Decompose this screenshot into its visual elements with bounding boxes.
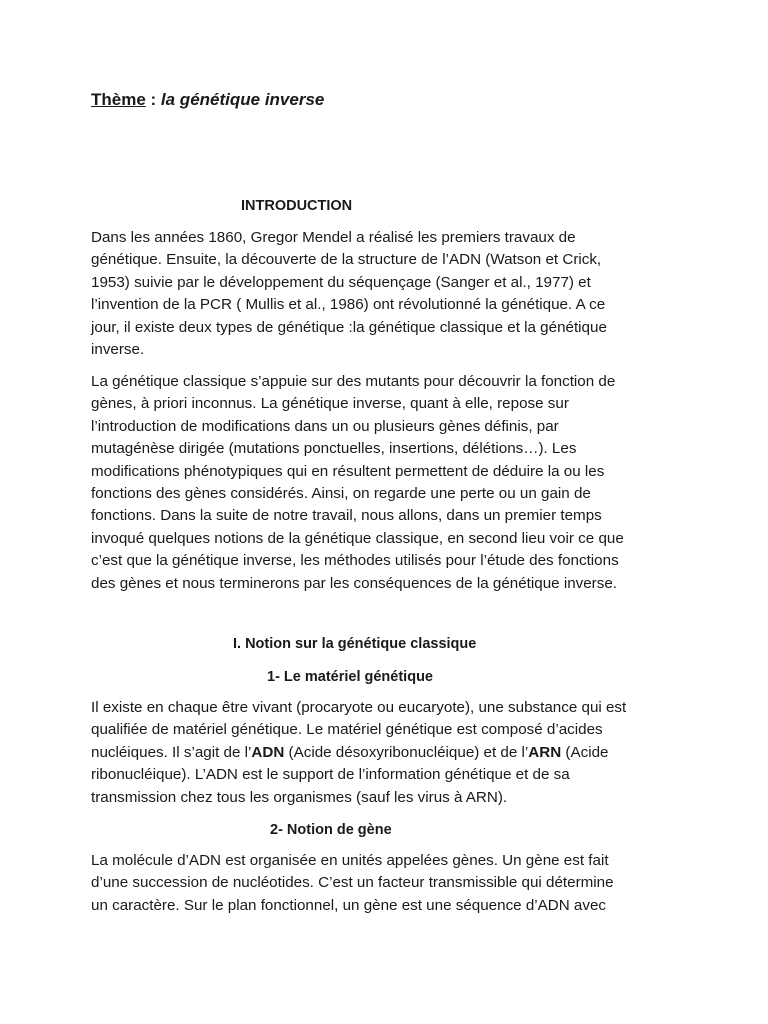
paragraph-line: La génétique classique s’appuie sur des mutants pour découvrir la fonction de	[91, 373, 616, 390]
section-1-heading: I. Notion sur la génétique classique	[233, 636, 477, 652]
text-run: (Acide désoxyribonucléique) et de l’	[284, 743, 529, 761]
paragraph-line: fonctions des gènes considérés. Ainsi, on regarde une perte ou un gain de	[91, 485, 591, 503]
arn-bold-term: ARN	[528, 743, 562, 761]
intro-paragraph-2	[91, 371, 691, 595]
introduction-heading: INTRODUCTION	[241, 198, 353, 214]
subsection-2-paragraph	[91, 850, 691, 917]
paragraph-line: invoqué quelques notions de la génétique classique, en second lieu voir ce que	[91, 529, 624, 547]
theme-title: la génétique inverse	[160, 90, 325, 109]
subsection-1-heading: 1- Le matériel génétique	[267, 669, 433, 685]
paragraph-line: mutagénèse dirigée (mutations ponctuelles, insertions, délétions…). Les	[91, 440, 577, 458]
intro-paragraph-1	[91, 227, 691, 361]
text-run: nucléiques. Il s’agit de l’	[91, 743, 252, 761]
paragraph-line: Dans les années 1860, Gregor Mendel a réalisé les premiers travaux de	[91, 229, 576, 246]
paragraph-line: fonctions. Dans la suite de notre travail, nous allons, dans un premier temps	[91, 507, 602, 525]
paragraph-line: 1953) suivie par le développement du séquençage (Sanger et al., 1977) et	[91, 273, 591, 291]
paragraph-line: génétique. Ensuite, la découverte de la structure de l’ADN (Watson et Crick,	[91, 251, 602, 269]
paragraph-line: transmission chez tous les organismes (sauf les virus à ARN).	[91, 788, 508, 806]
paragraph-line: un caractère. Sur le plan fonctionnel, un gène est une séquence d’ADN avec	[91, 896, 607, 914]
paragraph-line: modifications phénotypiques qui en résultent permettent de déduire la ou les	[91, 462, 605, 480]
paragraph-line	[91, 742, 691, 764]
paragraph-line: d’une succession de nucléotides. C’est un facteur transmissible qui détermine	[91, 874, 614, 892]
paragraph-line: jour, il existe deux types de génétique :la génétique classique et la génétique	[91, 318, 607, 336]
paragraph-line: La molécule d’ADN est organisée en unités appelées gènes. Un gène est fait	[91, 852, 609, 869]
subsection-2-heading: 2- Notion de gène	[270, 822, 392, 838]
paragraph-line: qualifiée de matériel génétique. Le matériel génétique est composé d’acides	[91, 721, 603, 739]
paragraph-line: l’invention de la PCR ( Mullis et al., 1986) ont révolutionné la génétique. A ce	[91, 296, 606, 314]
subsection-1-paragraph	[91, 697, 691, 809]
paragraph-line: l’introduction de modifications dans un ou plusieurs gènes définis, par	[91, 417, 559, 435]
paragraph-line: des gènes et nous terminerons par les conséquences de la génétique inverse.	[91, 574, 617, 592]
adn-bold-term: ADN	[251, 743, 285, 761]
theme-label: Thème	[91, 90, 146, 109]
paragraph-line: ribonucléique). L’ADN est le support de l’information génétique et de sa	[91, 766, 570, 784]
paragraph-line: Il existe en chaque être vivant (procaryote ou eucaryote), une substance qui est	[91, 699, 627, 716]
text-run: (Acide	[561, 743, 609, 761]
theme-separator: :	[145, 90, 161, 109]
paragraph-line: gènes, à priori inconnus. La génétique inverse, quant à elle, repose sur	[91, 395, 569, 413]
paragraph-line: inverse.	[91, 341, 145, 359]
paragraph-line: c’est que la génétique inverse, les méthodes utilisés pour l’étude des fonctions	[91, 552, 619, 570]
theme-line	[91, 88, 324, 112]
